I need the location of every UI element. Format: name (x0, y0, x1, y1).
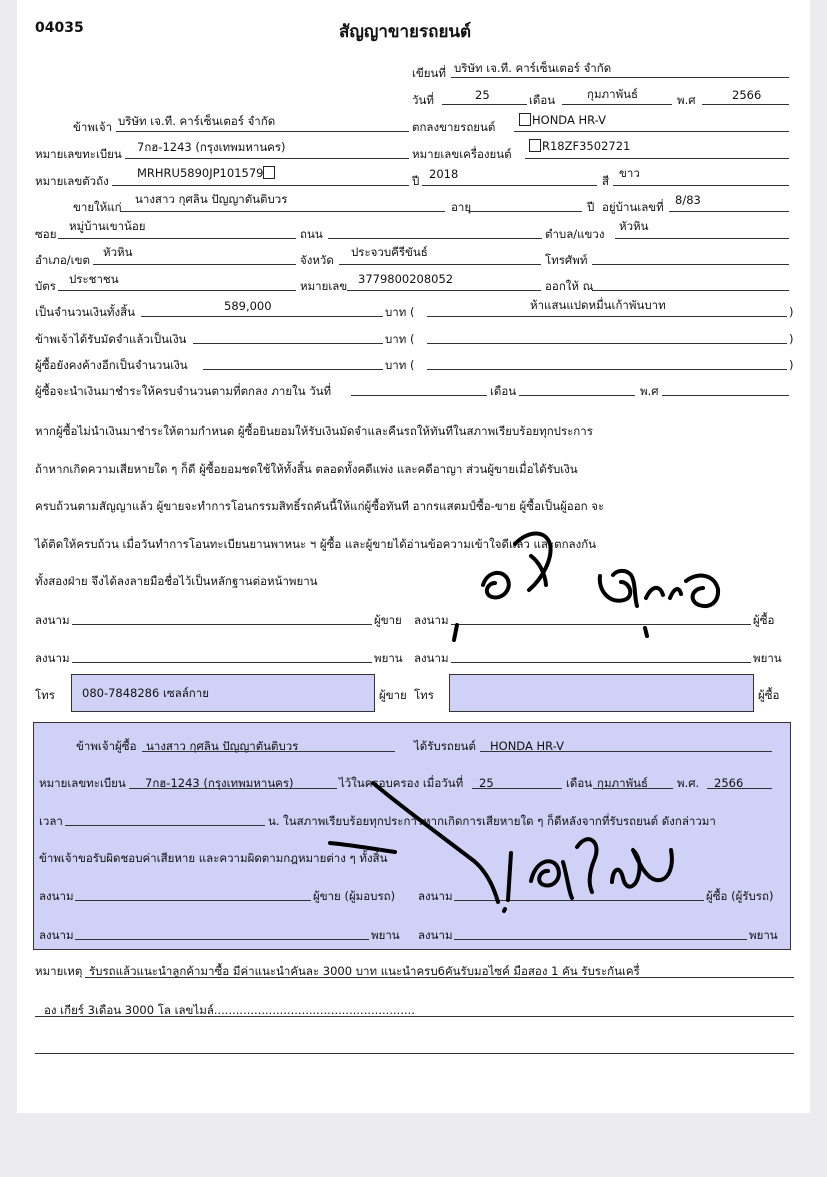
year-value[interactable]: 2566 (732, 88, 762, 102)
buyer-name[interactable]: นางสาว กุศลิน ปัญญาตันติบวร (135, 192, 288, 206)
contract-sheet (17, 0, 810, 1113)
remain-baht: บาท ( (385, 358, 415, 372)
close-paren: ) (789, 305, 794, 319)
receipt-reg-line (129, 788, 337, 789)
sign-label: ลงนาม (35, 651, 70, 665)
issued-label: ออกให้ ณ (545, 279, 594, 293)
sign-label: ลงนาม (35, 613, 70, 627)
receipt-buyer-line (142, 751, 395, 752)
due-month-label: เดือน (490, 384, 517, 398)
district-line (93, 264, 296, 265)
subdistrict-value[interactable]: หัวหิน (619, 219, 649, 233)
due-year-line (662, 395, 789, 396)
buyer-tel-box[interactable] (449, 674, 754, 712)
subdistrict-label: ตำบล/แขวง (545, 227, 605, 241)
time-line[interactable] (65, 825, 265, 826)
receipt-witness-line-2[interactable] (454, 939, 747, 940)
vehicle-year-value[interactable]: 2018 (429, 167, 459, 181)
receipt-buyer-name[interactable]: นางสาว กุศลิน ปัญญาตันติบวร (146, 739, 299, 753)
written-at-value[interactable]: บริษัท เจ.ที. คาร์เซ็นเตอร์ จำกัด (454, 61, 612, 75)
deposit-words-line (427, 343, 787, 344)
note-underline-3 (35, 1053, 794, 1054)
total-line (141, 316, 383, 317)
tel-label: โทร (35, 688, 55, 702)
vehicle-year-label: ปี (412, 174, 420, 188)
received-label: ได้รับรถยนต์ (414, 739, 476, 753)
time-label: เวลา (39, 814, 63, 828)
house-label: อยู่บ้านเลขที่ (602, 200, 664, 214)
seller-tel-box[interactable] (71, 674, 375, 712)
card-no-label: หมายเลข (300, 279, 348, 293)
car-model: HONDA HR-V (532, 113, 606, 127)
receipt-year-line (707, 788, 772, 789)
note-label: หมายเหตุ (35, 964, 83, 978)
soi-line (58, 238, 296, 239)
buyer-role: ผู้ซื้อ (758, 688, 780, 702)
deposit-baht: บาท ( (385, 332, 415, 346)
province-value[interactable]: ประจวบคีรีขันธ์ (351, 245, 428, 259)
witness-sign-line-2[interactable] (451, 662, 751, 663)
buyer-signature-stroke (483, 573, 509, 598)
written-at-line (451, 77, 789, 78)
phone-label: โทรศัพท์ (545, 253, 588, 267)
terms-line-2: ถ้าหากเกิดความเสียหายใด ๆ ก็ดี ผู้ซื้อยอมชดใช้ให้ทั้งสิ้น ตลอดทั้งคดีแพ่ง และคดีอาญา ส่วนผู้ขายเมื่อได้รับเงิน (35, 462, 578, 476)
liability-text: ข้าพเจ้าขอรับผิดชอบค่าเสียหาย และความผิดตามกฎหมายต่าง ๆ ทั้งสิ้น (39, 851, 388, 865)
deposit-line (193, 343, 383, 344)
issued-line (592, 290, 789, 291)
receipt-car-line (480, 751, 772, 752)
phone-line (592, 264, 789, 265)
color-line (613, 185, 789, 186)
checkbox[interactable] (263, 166, 275, 179)
sign-label: ลงนาม (414, 613, 449, 627)
sign-label: ลงนาม (418, 928, 453, 942)
seller-tel-value: 080-7848286 เซลล์กาย (82, 686, 209, 700)
receipt-car-value[interactable]: HONDA HR-V (490, 739, 564, 753)
chassis-value[interactable] (137, 166, 276, 180)
soi-label: ซอย (35, 227, 57, 241)
date-line (442, 104, 527, 105)
chassis-number: MRHRU5890JP101579 (137, 166, 264, 180)
terms-line-5: ทั้งสองฝ่าย จึงได้ลงลายมือชื่อไว้เป็นหลักฐานต่อหน้าพยาน (35, 574, 318, 588)
seller-sign-line[interactable] (72, 624, 372, 625)
witness-role: พยาน (374, 651, 403, 665)
engine-label: หมายเลขเครื่องยนต์ (412, 147, 512, 161)
sell-to-label: ขายให้แก่ (73, 200, 122, 214)
receipt-month-value[interactable]: กุมภาพันธ์ (597, 776, 649, 790)
receipt-reg-label: หมายเลขทะเบียน (39, 776, 126, 790)
total-label: เป็นจำนวนเงินทั้งสิ้น (35, 305, 135, 319)
terms-line-3: ครบถ้วนตามสัญญาแล้ว ผู้ขายจะทำการโอนกรรมสิทธิ์รถคันนี้ให้แก่ผู้ซื้อทันที อากรแสตมป์ซื้อ-ขาย ผู้ซื้อเป็นผู้ออก จะ (35, 499, 605, 513)
total-baht: บาท ( (385, 305, 415, 319)
card-line (58, 290, 296, 291)
sign-label: ลงนาม (39, 928, 74, 942)
receipt-date-value[interactable]: 25 (479, 776, 494, 790)
sign-label: ลงนาม (418, 889, 453, 903)
checkbox[interactable] (529, 139, 541, 152)
receipt-seller-role: ผู้ขาย (ผู้มอบรถ) (313, 889, 396, 903)
witness-role: พยาน (753, 651, 782, 665)
total-words-line (427, 316, 787, 317)
car-value[interactable] (519, 113, 606, 127)
soi-value[interactable]: หมู่บ้านเขาน้อย (69, 219, 146, 233)
receipt-buyer-role: ผู้ซื้อ (ผู้รับรถ) (706, 889, 774, 903)
document-title: สัญญาขายรถยนต์ (339, 22, 472, 42)
chassis-line (112, 185, 409, 186)
road-label: ถนน (300, 227, 323, 241)
age-line (469, 211, 582, 212)
age-unit: ปี (587, 200, 595, 214)
buyer-name-line (120, 211, 445, 212)
color-value[interactable]: ขาว (619, 166, 640, 180)
seller-value[interactable]: บริษัท เจ.ที. คาร์เซ็นเตอร์ จำกัด (118, 114, 276, 128)
close-paren: ) (789, 332, 794, 346)
note-line-1[interactable]: รับรถแล้วแนะนำลูกค้ามาซื้อ มีค่าแนะนำคันละ 3000 บาท แนะนำครบ6คันรับมอไซค์ มือสอง 1 คัน รับระกันเครื่ (89, 964, 640, 978)
receipt-reg-value[interactable]: 7กฮ-1243 (กรุงเทพมหานคร) (145, 776, 294, 790)
receipt-witness-line-1[interactable] (75, 939, 369, 940)
date-value[interactable]: 25 (475, 88, 490, 102)
card-no-value[interactable]: 3779800208052 (358, 272, 454, 286)
receipt-buyer-sign-line[interactable] (454, 900, 704, 901)
receipt-month-line (593, 788, 673, 789)
written-at-label: เขียนที่ (412, 66, 446, 80)
buyer-signature-stroke (646, 588, 681, 598)
receipt-witness-role: พยาน (371, 928, 400, 942)
due-label: ผู้ซื้อจะนำเงินมาชำระให้ครบจำนวนตามที่ตกลง ภายใน วันที่ (35, 384, 332, 398)
district-value[interactable]: หัวหิน (103, 245, 133, 259)
receipt-section (33, 722, 791, 950)
receipt-year-label: พ.ศ. (677, 776, 700, 790)
document-number: 04035 (35, 20, 84, 36)
condition-text: น. ในสภาพเรียบร้อยทุกประการหากเกิดการเสียหายใด ๆ ก็ดีหลังจากที่รับรถยนต์ ดังกล่าวมา (268, 814, 716, 828)
color-label: สี (602, 174, 610, 188)
year-line (702, 104, 789, 105)
remain-words-line (427, 369, 787, 370)
tel-label: โทร (414, 688, 434, 702)
reg-value[interactable]: 7กฮ-1243 (กรุงเทพมหานคร) (137, 140, 286, 154)
agree-label: ตกลงขายรถยนต์ (412, 120, 496, 134)
witness-sign-line-1[interactable] (72, 662, 372, 663)
terms-line-1: หากผู้ซื้อไม่นำเงินมาชำระให้ตามกำหนด ผู้ซื้อยินยอมให้รับเงินมัดจำและคืนรถให้ทันทีในสภาพเรียบร้อยทุกประการ (35, 424, 593, 438)
reg-line (125, 158, 409, 159)
vehicle-year-line (422, 185, 597, 186)
close-paren: ) (789, 358, 794, 372)
seller-role: ผู้ขาย (379, 688, 407, 702)
month-value[interactable]: กุมภาพันธ์ (587, 87, 639, 101)
seller-role: ผู้ขาย (374, 613, 402, 627)
road-line (328, 238, 542, 239)
month-label: เดือน (529, 93, 556, 107)
remain-label: ผู้ซื้อยังคงค้างอีกเป็นจำนวนเงิน (35, 358, 188, 372)
receipt-month-label: เดือน (566, 776, 593, 790)
engine-line (525, 158, 789, 159)
note-line-2[interactable]: อง เกียร์ 3เดือน 3000 โล เลขไมล์....................................................... (44, 1003, 415, 1017)
receipt-witness-role: พยาน (749, 928, 778, 942)
total-words[interactable]: ห้าแสนแปดหมื่นเก้าพันบาท (530, 298, 666, 312)
seller-line (116, 131, 409, 132)
note-underline-1 (85, 977, 794, 978)
receipt-seller-sign-line[interactable] (75, 900, 311, 901)
card-value[interactable]: ประชาชน (69, 272, 119, 286)
receipt-date-line (472, 788, 562, 789)
buyer-signature-stroke (600, 571, 637, 606)
possess-label: ไว้ในครอบครอง เมื่อวันที่ (339, 776, 464, 790)
date-label: วันที่ (412, 93, 434, 107)
card-label: บัตร (35, 279, 56, 293)
house-value[interactable]: 8/83 (675, 193, 701, 207)
card-no-line (347, 290, 541, 291)
checkbox[interactable] (519, 113, 531, 126)
month-line (562, 104, 672, 105)
year-label: พ.ศ (677, 93, 696, 107)
deposit-label: ข้าพเจ้าได้รับมัดจำแล้วเป็นเงิน (35, 332, 187, 346)
me-buyer-label: ข้าพเจ้าผู้ซื้อ (76, 739, 137, 753)
due-year-label: พ.ศ (640, 384, 659, 398)
note-underline-2 (35, 1016, 794, 1017)
seller-label: ข้าพเจ้า (73, 120, 113, 134)
age-label: อายุ (451, 200, 472, 214)
car-line (514, 131, 789, 132)
chassis-label: หมายเลขตัวถัง (35, 174, 109, 188)
buyer-role: ผู้ซื้อ (753, 613, 775, 627)
sign-label: ลงนาม (414, 651, 449, 665)
engine-number: R18ZF3502721 (542, 139, 631, 153)
buyer-sign-line[interactable] (451, 624, 751, 625)
remain-line (203, 369, 383, 370)
buyer-signature-stroke (454, 625, 647, 640)
house-line (669, 211, 789, 212)
district-label: อำเภอ/เขต (35, 253, 90, 267)
buyer-signature-stroke (686, 576, 718, 606)
sign-label: ลงนาม (39, 889, 74, 903)
total-value[interactable]: 589,000 (224, 299, 272, 313)
due-date-line (351, 395, 487, 396)
terms-line-4: ได้ติดให้ครบถ้วน เมื่อวันทำการโอนทะเบียนยานพาหนะ ฯ ผู้ซื้อ และผู้ขายได้อ่านข้อความเข้าใจดีแล้ว และตกลงกัน (35, 537, 597, 551)
due-month-line (519, 395, 635, 396)
engine-value[interactable] (529, 139, 630, 153)
province-label: จังหวัด (300, 253, 334, 267)
province-line (339, 264, 541, 265)
reg-label: หมายเลขทะเบียน (35, 147, 122, 161)
receipt-year-value[interactable]: 2566 (714, 776, 744, 790)
subdistrict-line (615, 238, 789, 239)
